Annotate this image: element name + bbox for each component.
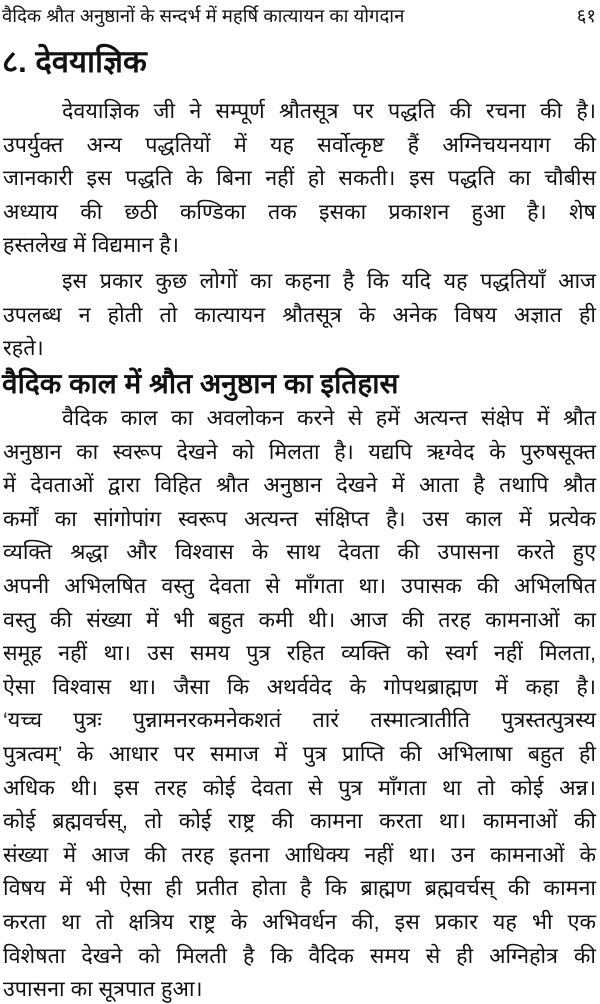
paragraph-line: देवयाज्ञिक जी ने सम्पूर्ण श्रौतसूत्र पर पद्धति की रचना की है। [62,99,596,123]
section-heading-devayajnik: ८. देवयाज्ञिक [2,44,147,79]
paragraph-line: वैदिक काल का अवलोकन करने से हमें अत्यन्त संक्षेप में श्रौत [62,406,596,430]
paragraph-line: इस प्रकार कुछ लोगों का कहना है कि यदि यह पद्धतियाँ आज [62,269,596,293]
paragraph-line: हस्तलेख में विद्यमान है। [3,233,179,258]
paragraph-line: उपर्युक्त अन्य पद्धतियों में यह सर्वोत्कृष्ट हैं अग्निचयनयाग की [3,132,596,157]
paragraph-line: उपलब्ध न होती तो कात्यायन श्रौतसूत्र के अनेक विषय अज्ञात ही [3,302,596,327]
paragraph-line: रहते। [3,336,44,361]
paragraph-line: पुत्रत्वम्’ के आधार पर समाज में पुत्र प्राप्ति की अभिलाषा बहुत ही [3,742,596,766]
paragraph-line: व्यक्ति श्रद्धा और विश्वास के साथ देवता की उपासना करते हुए [3,540,596,565]
paragraph-line: संख्या में आज की तरह इतना आधिक्य नहीं था। उन कामनाओं के [3,842,596,867]
paragraph-line: ऐसा विश्वास था। जैसा कि अथर्ववेद के गोपथब्राह्मण में कहा है। [3,674,596,699]
paragraph-line: करता था तो क्षत्रिय राष्ट्र के अभिवर्धन की, इस प्रकार यह भी एक [3,910,596,934]
paragraph-line: जानकारी इस पद्धति के बिना नहीं हो सकती। इस पद्धति का चौबीस [3,166,596,191]
paragraph-line: समूह नहीं था। उस समय पुत्र रहित व्यक्ति को स्वर्ग नहीं मिलता, [3,641,596,666]
paragraph-line: में देवताओं द्वारा विहित श्रौत अनुष्ठान देखने में आता है तथापि श्रौत [3,473,596,498]
paragraph-line: विषय में भी ऐसा ही प्रतीत होता है कि ब्राह्मण ब्रह्मवर्चस् की कामना [3,876,596,901]
paragraph-line: विशेषता देखने को मिलती है कि वैदिक समय से ही अग्निहोत्र की [3,943,596,968]
paragraph-line: उपासना का सूत्रपात हुआ। [3,977,203,1002]
running-title: वैदिक श्रौत अनुष्ठानों के सन्दर्भ में महर्षि कात्यायन का योगदान [2,4,405,26]
paragraph-line: ‘यच्च पुत्रः पुन्नामनरकमनेकशतं तारं तस्मात्त्रातीति पुत्रस्तत्पुत्रस्य [3,708,596,733]
paragraph-line: अनुष्ठान का स्वरूप देखने को मिलता है। यद्यपि ऋग्वेद के पुरुषसूक्त [3,439,596,464]
section-heading-history: वैदिक काल में श्रौत अनुष्ठान का इतिहास [2,368,399,399]
page-number: ६१ [576,4,596,26]
paragraph-line: अधिक थी। इस तरह कोई देवता से पुत्र माँगता था तो कोई अन्न। [3,775,596,800]
paragraph-line: अध्याय की छठी कण्डिका तक इसका प्रकाशन हुआ है। शेष [3,199,596,224]
paragraph-line: अपनी अभिलषित वस्तु देवता से माँगता था। उपासक की अभिलषित [3,574,596,598]
paragraph-line: कोई ब्रह्मवर्चस्, तो कोई राष्ट्र की कामना करता था। कामनाओं की [3,809,596,834]
paragraph-line: वस्तु की संख्या में भी बहुत कमी थी। आज की तरह कामनाओं का [3,607,596,632]
paragraph-line: कर्मों का सांगोपांग स्वरूप अत्यन्त संक्षिप्त है। उस काल में प्रत्येक [3,506,596,531]
running-header [2,2,596,28]
